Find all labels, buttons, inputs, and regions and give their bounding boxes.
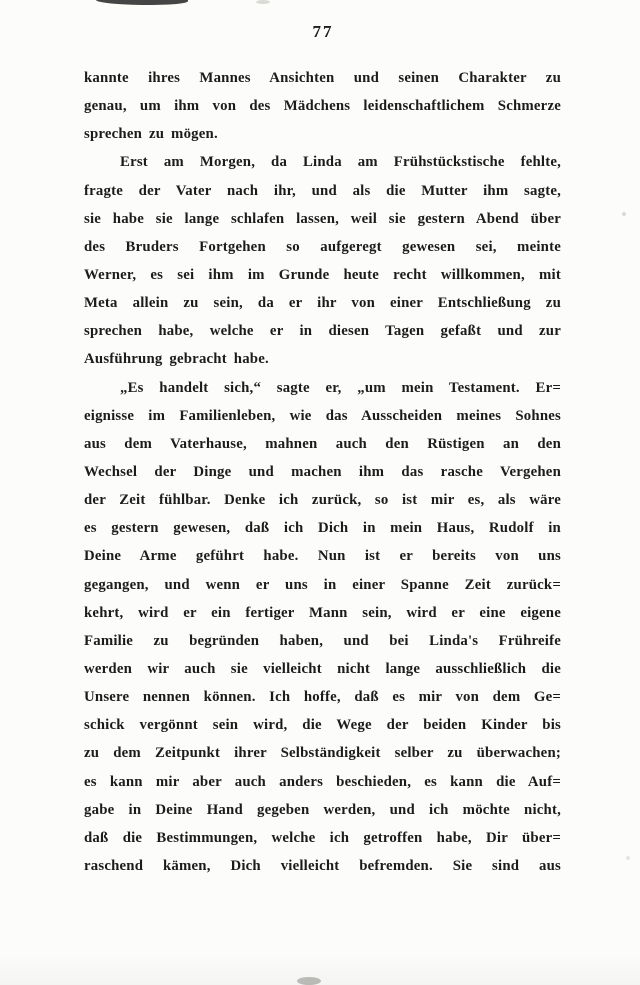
text-line: werden wir auch sie vielleicht nicht lange ausschließlich die: [84, 660, 561, 677]
text-line: genau, um ihm von des Mädchens leidenschaftlichem Schmerze: [84, 98, 561, 115]
text-line: fragte der Vater nach ihr, und als die Mutter ihm sagte,: [84, 182, 561, 199]
text-line: sie habe sie lange schlafen lassen, weil sie gestern Abend über: [84, 210, 561, 227]
scan-speck-artifact: [626, 856, 630, 860]
text-line: Unsere nennen können. Ich hoffe, daß es mir von dem Ge=: [84, 689, 561, 706]
text-block: [84, 64, 561, 880]
text-line: Deine Arme geführt habe. Nun ist er bereits von uns: [84, 548, 561, 565]
page-number: 77: [312, 22, 334, 41]
text-line: eignisse im Familienleben, wie das Ausscheiden meines Sohnes: [84, 407, 561, 424]
text-line: Meta allein zu sein, da er ihr von einer Entschließung zu: [84, 295, 561, 312]
scan-speck-artifact: [622, 212, 626, 216]
text-line: Familie zu begründen haben, und bei Linda's Frühreife: [84, 632, 561, 649]
text-line: Werner, es sei ihm im Grunde heute recht willkommen, mit: [84, 266, 561, 283]
text-line: es kann mir aber auch anders beschieden, es kann die Auf=: [84, 773, 561, 790]
text-line: sprechen zu mögen.: [84, 126, 218, 143]
text-line: Wechsel der Dinge und machen ihm das rasche Vergehen: [84, 463, 561, 480]
text-line: Erst am Morgen, da Linda am Frühstückstische fehlte,: [120, 154, 561, 171]
text-line: des Bruders Fortgehen so aufgeregt gewesen sei, meinte: [84, 238, 561, 255]
ink-smudge-artifact: [96, 0, 188, 6]
text-line: zu dem Zeitpunkt ihrer Selbständigkeit selber zu überwachen;: [84, 745, 561, 762]
text-line: es gestern gewesen, daß ich Dich in mein Haus, Rudolf in: [84, 520, 561, 537]
text-line: „Es handelt sich,“ sagte er, „um mein Testament. Er=: [120, 379, 561, 396]
text-line: sprechen habe, welche er in diesen Tagen gefaßt und zur: [84, 323, 561, 340]
scan-smudge-artifact: [297, 977, 321, 985]
text-line: gegangen, und wenn er uns in einer Spanne Zeit zurück=: [84, 576, 561, 593]
text-line: raschend kämen, Dich vielleicht befremden. Sie sind aus: [84, 857, 561, 874]
text-line: der Zeit fühlbar. Denke ich zurück, so ist mir es, als wäre: [84, 492, 561, 509]
scan-artifact: [256, 0, 270, 4]
text-line: schick vergönnt sein wird, die Wege der beiden Kinder bis: [84, 717, 561, 734]
text-line: gabe in Deine Hand gegeben werden, und ich möchte nicht,: [84, 801, 561, 818]
text-line: aus dem Vaterhause, mahnen auch den Rüstigen an den: [84, 435, 561, 452]
text-line: kehrt, wird er ein fertiger Mann sein, wird er eine eigene: [84, 604, 561, 621]
text-line: kannte ihres Mannes Ansichten und seinen Charakter zu: [84, 70, 561, 86]
text-line: daß die Bestimmungen, welche ich getroffen habe, Dir über=: [84, 829, 561, 846]
text-line: Ausführung gebracht habe.: [84, 351, 269, 368]
